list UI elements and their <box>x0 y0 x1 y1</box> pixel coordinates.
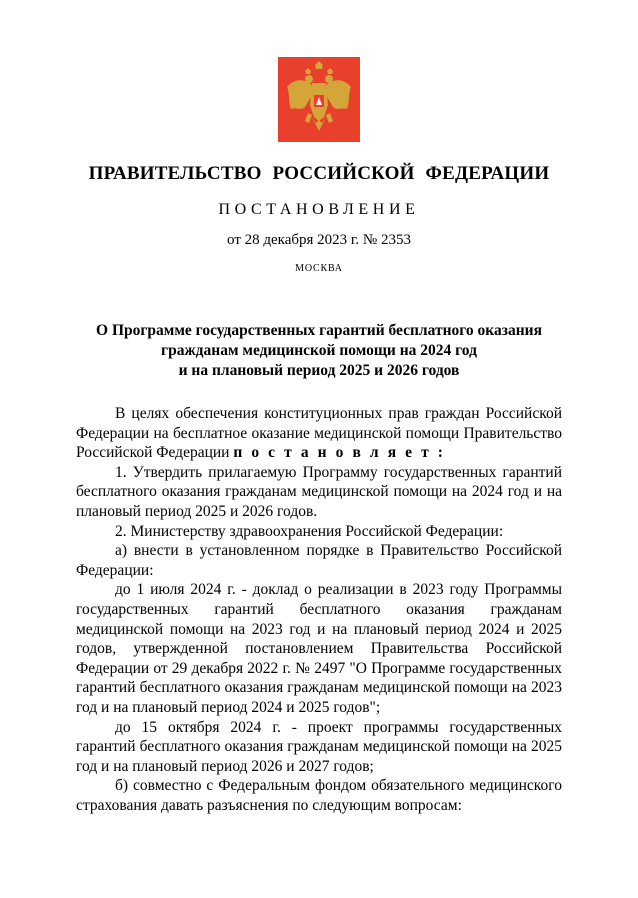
document-title <box>60 321 578 381</box>
title-line: и на плановый период 2025 и 2026 годов <box>178 362 460 379</box>
paragraph-deadline-draft: до 15 октября 2024 г. - проект программы государственных гарантий бесплатного оказания гражданам медицинской помощи на 2025 год и на плановый период 2026 и 2027 годов; <box>76 718 562 775</box>
document-city: МОСКВА <box>295 263 343 274</box>
title-line: гражданам медицинской помощи на 2024 год <box>161 342 477 359</box>
document-body <box>76 404 562 815</box>
title-line: О Программе государственных гарантий бесплатного оказания <box>96 322 542 339</box>
paragraph-preamble: В целях обеспечения конституционных прав граждан Российской Федерации на бесплатное оказание медицинской помощи Правительство Российской Федерации п о с т а н о в л я е т : <box>76 405 562 462</box>
paragraph-item-2b: б) совместно с Федеральным фондом обязательного медицинского страхования давать разъяснения по следующим вопросам: <box>76 777 562 814</box>
coat-of-arms-icon <box>278 57 360 142</box>
double-headed-eagle-icon <box>278 57 360 142</box>
paragraph-deadline-report: до 1 июля 2024 г. - доклад о реализации в 2023 году Программы государственных гарантий бесплатного оказания гражданам медицинской помощи на 2023 год и на плановый период 2024 и 2025 годов, утвержденной постановлением Правительства Российской Федерации от 29 декабря 2022 г. № 2497 "О Программе государственных гарантий бесплатного оказания гражданам медицинской помощи на 2023 год и на плановый период 2024 и 2025 годов"; <box>76 581 562 716</box>
paragraph-item-1: 1. Утвердить прилагаемую Программу государственных гарантий бесплатного оказания гражданам медицинской помощи на 2024 год и на плановый период 2025 и 2026 годов. <box>76 463 562 520</box>
document-date-number: от 28 декабря 2023 г. № 2353 <box>227 232 411 248</box>
paragraph-item-2a: а) внести в установленном порядке в Правительство Российской Федерации: <box>76 542 562 579</box>
government-title: ПРАВИТЕЛЬСТВО РОССИЙСКОЙ ФЕДЕРАЦИИ <box>88 163 550 184</box>
paragraph-item-2: 2. Министерству здравоохранения Российской Федерации: <box>115 522 504 540</box>
document-type: ПОСТАНОВЛЕНИЕ <box>218 201 420 218</box>
resolution-word: п о с т а н о в л я е т : <box>233 444 446 462</box>
